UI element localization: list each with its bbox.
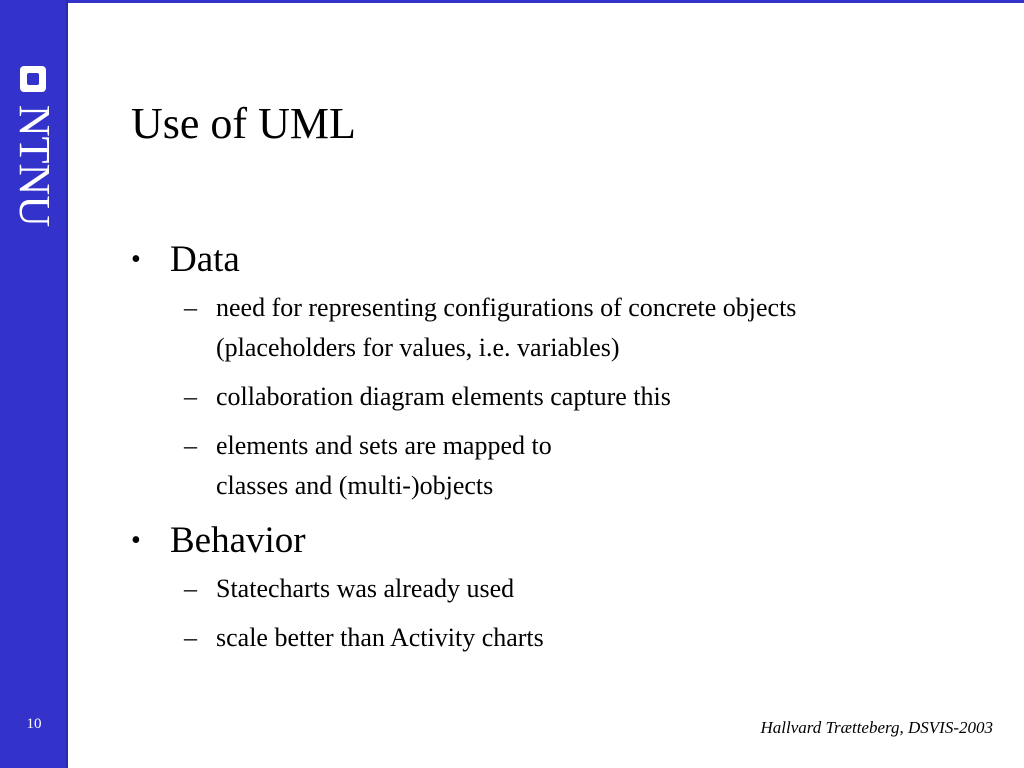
bullet-label: Data	[170, 239, 240, 280]
sub-bullet-text: elements and sets are mapped to	[216, 431, 552, 460]
sub-bullet-item	[128, 569, 1008, 609]
sub-bullet-text: (placeholders for values, i.e. variables)	[216, 333, 620, 362]
sub-bullet-item	[128, 618, 1008, 658]
sub-bullet-marker: –	[184, 431, 197, 460]
bullet-list	[128, 232, 1008, 667]
sidebar-edge	[66, 0, 68, 768]
sub-bullet-item	[128, 426, 1008, 506]
bullet-item	[128, 515, 1008, 567]
sub-bullet-item	[128, 288, 1008, 368]
sub-bullet-text: need for representing configurations of concrete objects	[216, 293, 797, 322]
sub-bullet-text: collaboration diagram elements capture this	[216, 382, 671, 411]
bullet-marker: •	[131, 525, 141, 556]
sub-bullet-text: scale better than Activity charts	[216, 623, 544, 652]
bullet-marker: •	[131, 244, 141, 275]
sub-bullet-text: Statecharts was already used	[216, 574, 515, 603]
sub-bullet-item	[128, 377, 1008, 417]
sub-bullet-marker: –	[184, 293, 197, 322]
page-title: Use of UML	[131, 99, 356, 148]
bullet-label: Behavior	[170, 520, 306, 561]
sub-bullet-list	[128, 288, 1008, 506]
sub-bullet-marker: –	[184, 574, 197, 603]
bullet-item	[128, 234, 1008, 286]
footer-credit: Hallvard Trætteberg, DSVIS-2003	[760, 718, 993, 737]
top-border	[68, 0, 1024, 3]
sub-bullet-marker: –	[184, 382, 197, 411]
ntnu-logo-icon	[20, 66, 46, 92]
sub-bullet-text: classes and (multi-)objects	[216, 471, 494, 500]
page-number: 10	[26, 716, 42, 732]
sub-bullet-marker: –	[184, 623, 197, 652]
sub-bullet-list	[128, 569, 1008, 658]
logo-text: NTNU	[10, 104, 59, 228]
sidebar	[0, 0, 68, 768]
